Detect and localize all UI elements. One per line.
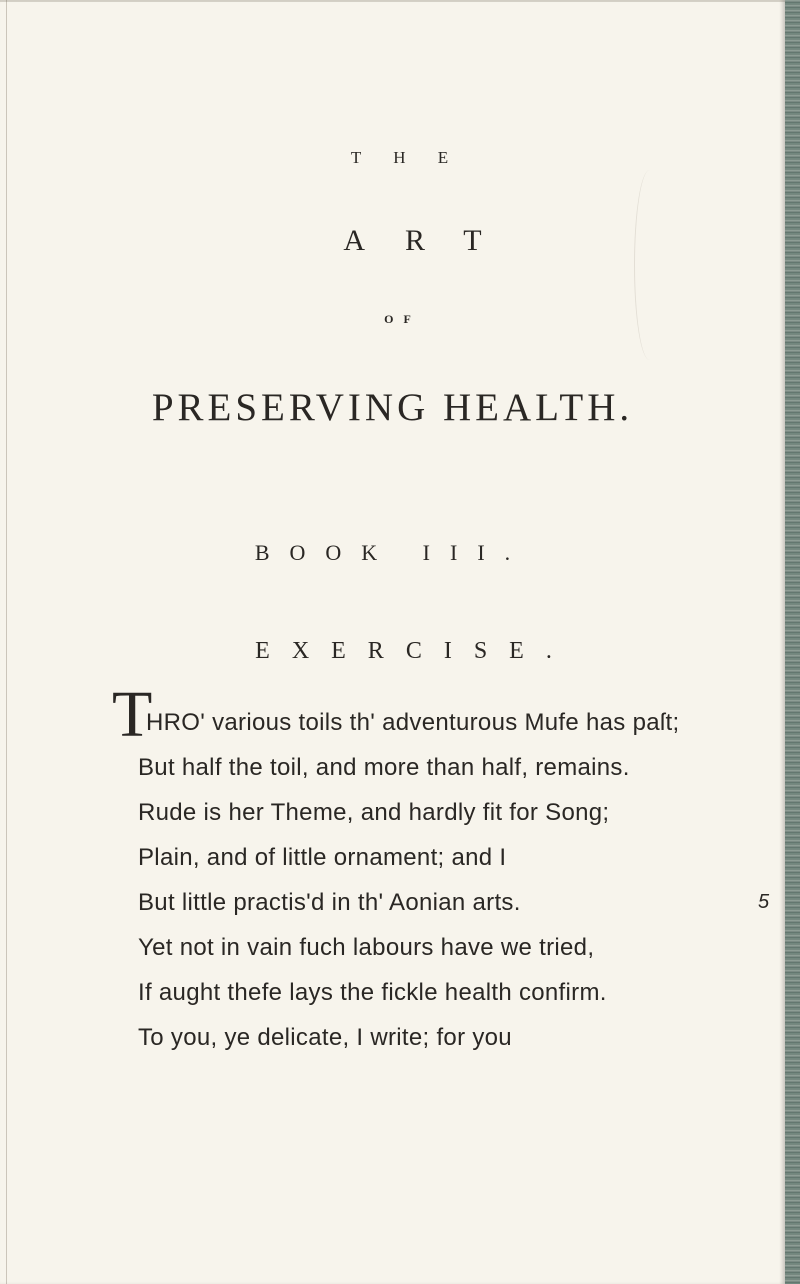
poem-line-text: Plain, and of little ornament; and I: [138, 844, 507, 871]
poem-line-text: Rude is her Theme, and hardly fit for Song;: [138, 799, 610, 826]
book-heading: BOOK III.: [254, 540, 531, 565]
poem-line: [138, 1015, 758, 1060]
main-title: PRESERVING HEALTH.: [151, 386, 634, 429]
poem-line: [138, 835, 758, 880]
poem-line: [138, 790, 758, 835]
poem-text: [112, 678, 770, 1060]
poem-line: [138, 970, 758, 1015]
title-art: ART: [343, 224, 522, 257]
poem-line: [112, 678, 758, 751]
poem-line-text: HRO' various toils th' adventurous Mufe has paſt;: [146, 709, 680, 736]
poem-line-text: But half the toil, and more than half, remains.: [138, 754, 630, 781]
title-the: T H E: [350, 148, 463, 167]
drop-cap: T: [112, 678, 153, 751]
poem-line-text: But little practis'd in th' Aonian arts.: [138, 889, 521, 916]
top-rule: [0, 0, 785, 2]
poem-line: [138, 745, 758, 790]
page-edge-strip: [785, 0, 800, 1284]
poem-line: [138, 880, 770, 925]
title-of: OF: [384, 312, 421, 326]
line-number: 5: [758, 891, 770, 913]
poem-line: [138, 925, 758, 970]
show-through-mark: [634, 170, 665, 360]
poem-line-text: If aught thefe lays the fickle health confirm.: [138, 979, 607, 1006]
section-heading: EXERCISE.: [255, 638, 574, 664]
poem-line-text: To you, ye delicate, I write; for you: [138, 1024, 512, 1051]
poem-line-text: Yet not in vain fuch labours have we tried,: [138, 934, 595, 961]
